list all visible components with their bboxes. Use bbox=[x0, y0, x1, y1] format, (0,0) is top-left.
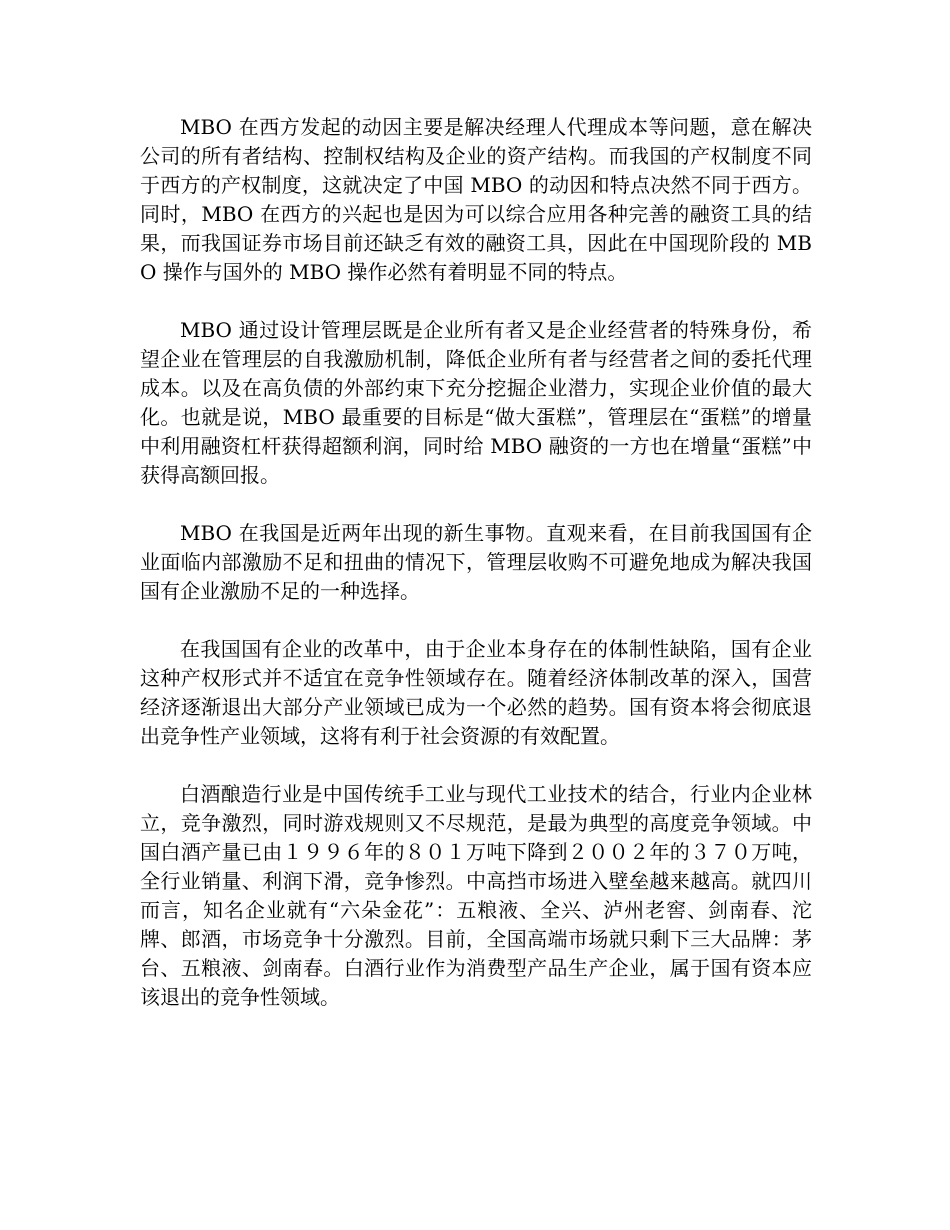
paragraph-mbo-west-motives: MBO 在西方发起的动因主要是解决经理人代理成本等问题，意在解决公司的所有者结构、控制权结构及企业的资产结构。而我国的产权制度不同于西方的产权制度，这就决定了中国 MBO 的动因和特点决然不同于西方。同时，MBO 在西方的兴起也是因为可以综合应用各种完善的融资工具的结果，而我国证券市场目前还缺乏有效的融资工具，因此在中国现阶段的 MBO 操作与国外的 MBO 操作必然有着明显不同的特点。 bbox=[140, 115, 812, 284]
document-page bbox=[140, 113, 812, 1041]
paragraph-state-enterprise-reform: 在我国国有企业的改革中，由于企业本身存在的体制性缺陷，国有企业这种产权形式并不适宜在竞争性领域存在。随着经济体制改革的深入，国营经济逐渐退出大部分产业领域已成为一个必然的趋势。国有资本将会彻底退出竞争性产业领域，这将有利于社会资源的有效配置。 bbox=[140, 637, 812, 748]
paragraph-liquor-industry: 白酒酿造行业是中国传统手工业与现代工业技术的结合，行业内企业林立，竞争激烈，同时游戏规则又不尽规范，是最为典型的高度竞争领域。中国白酒产量已由１９９６年的８０１万吨下降到２００２年的３７０万吨，全行业销量、利润下滑，竞争惨烈。中高挡市场进入壁垒越来越高。就四川而言，知名企业就有“六朵金花”：五粮液、全兴、泸州老窖、剑南春、沱牌、郎酒，市场竞争十分激烈。目前，全国高端市场就只剩下三大品牌：茅台、五粮液、剑南春。白酒行业作为消费型产品生产企业，属于国有资本应该退出的竞争性领域。 bbox=[140, 782, 812, 1009]
paragraph-mbo-in-china: MBO 在我国是近两年出现的新生事物。直观来看，在目前我国国有企业面临内部激励不足和扭曲的情况下，管理层收购不可避免地成为解决我国国有企业激励不足的一种选择。 bbox=[140, 521, 812, 603]
paragraph-mbo-management-identity: MBO 通过设计管理层既是企业所有者又是企业经营者的特殊身份，希望企业在管理层的自我激励机制，降低企业所有者与经营者之间的委托代理成本。以及在高负债的外部约束下充分挖掘企业潜力，实现企业价值的最大化。也就是说，MBO 最重要的目标是“做大蛋糕”，管理层在“蛋糕”的增量中利用融资杠杆获得超额利润，同时给 MBO 融资的一方也在增量“蛋糕”中获得高额回报。 bbox=[140, 318, 812, 487]
